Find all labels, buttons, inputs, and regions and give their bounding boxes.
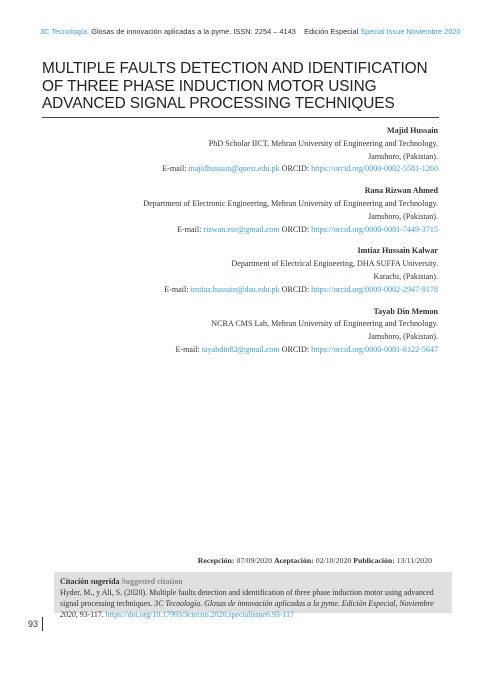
author-contact [38, 163, 438, 176]
email-link[interactable]: rizwan.ese@gmail.com [203, 224, 280, 234]
received-date: 07/09/2020 [236, 556, 272, 565]
published-date: 13/11/2020 [396, 556, 432, 565]
author-affiliation: NCRA CMS Lab, Mehran University of Engineering and Technology. [211, 319, 438, 329]
email-link[interactable]: imtiaz.hussain@dsu.edu.pk [190, 284, 280, 294]
published-label: Publicación: [353, 556, 395, 565]
orcid-link[interactable]: https://orcid.org/0000-0002-2947-9178 [311, 284, 438, 294]
citation-body: Hyder, M., y Ali, S. (2020). Multiple faults detection and identification of three phase induction motor using advanced signal processing techniques. [60, 588, 434, 608]
citation-heading [60, 576, 446, 587]
title-divider [42, 117, 439, 118]
accepted-date: 02/10/2020 [315, 556, 352, 565]
citation-journal: 3C Tecnología. Glosas de innovación aplicadas a la pyme. Edición Especial, Noviembre 2020, [60, 599, 434, 619]
email-label: E-mail: [175, 344, 200, 354]
email-label: E-mail: [164, 284, 189, 294]
publication-dates [52, 556, 432, 565]
orcid-label: ORCID: [281, 224, 310, 234]
author-location: Karachi, (Pakistan). [373, 271, 438, 281]
orcid-link[interactable]: https://orcid.org/0000-0001-8122-5647 [311, 344, 438, 354]
author-name: Imtiaz Hussain Kalwar [357, 246, 438, 256]
orcid-link[interactable]: https://orcid.org/0000-0001-7449-3715 [311, 224, 438, 234]
author-affiliation: PhD Scholar IICT, Mehran University of Engineering and Technology. [208, 138, 438, 148]
author-block [38, 185, 438, 236]
author-contact [38, 224, 438, 237]
author-contact [38, 344, 438, 357]
author-contact [38, 284, 438, 297]
citation-box [54, 572, 452, 619]
journal-subtitle: Glosas de innovación aplicadas a la pyme. ISSN: 2254 – 4143 [91, 27, 296, 36]
page-number-bar [42, 617, 43, 631]
received-label: Recepción: [197, 556, 235, 565]
paper-title: MULTIPLE FAULTS DETECTION AND IDENTIFICATION OF THREE PHASE INDUCTION MOTOR USING ADVANCED SIGNAL PROCESSING TECHNIQUES [42, 60, 428, 112]
author-name: Tayab Din Memon [373, 306, 438, 316]
citation-title-en: Suggested citation [121, 577, 183, 586]
citation-title-es: Citación sugerida [60, 577, 120, 586]
authors-block [38, 125, 438, 366]
author-location: Jamshoro, (Pakistan). [368, 151, 438, 161]
author-block [38, 245, 438, 296]
orcid-link[interactable]: https://orcid.org/0000-0002-5581-1260 [311, 164, 438, 174]
citation-text [60, 587, 446, 620]
journal-name: 3C Tecnología. [40, 27, 90, 36]
orcid-label: ORCID: [281, 284, 310, 294]
orcid-label: ORCID: [281, 344, 310, 354]
journal-header [40, 27, 461, 36]
author-affiliation: Department of Electronic Engineering, Mehran University of Engineering and Technology. [143, 198, 438, 208]
email-link[interactable]: majidhussain@quest.edu.pk [188, 164, 280, 174]
email-label: E-mail: [162, 164, 187, 174]
author-block [38, 125, 438, 176]
edition-label: Edición Especial [304, 27, 359, 36]
email-link[interactable]: tayabdin82@gmail.com [201, 344, 280, 354]
page-number: 93 [28, 619, 39, 629]
citation-pages: 93-117. [79, 610, 104, 619]
author-name: Rana Rizwan Ahmed [364, 186, 438, 196]
author-affiliation: Department of Electrical Engineering, DHA SUFFA University. [231, 259, 438, 269]
orcid-label: ORCID: [281, 164, 310, 174]
citation-doi-link[interactable]: https://doi.org/10.17993/3ctecno.2020.specialissue6.93-117 [105, 610, 295, 619]
accepted-label: Aceptación: [273, 556, 314, 565]
author-location: Jamshoro, (Pakistan). [368, 211, 438, 221]
email-label: E-mail: [177, 224, 202, 234]
author-location: Jamshoro, (Pakistan). [368, 332, 438, 342]
author-block [38, 306, 438, 357]
author-name: Majid Hussain [386, 126, 438, 135]
special-issue: Special Issue Noviembre 2020 [360, 27, 461, 36]
